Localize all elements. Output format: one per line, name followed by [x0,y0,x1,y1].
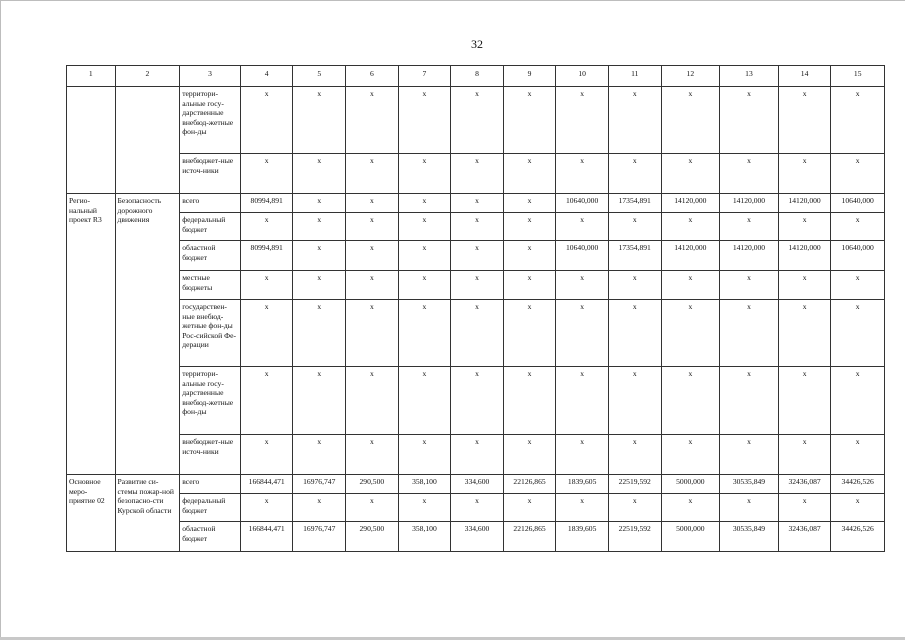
table-row [67,241,885,271]
value-cell: x [398,194,451,213]
value-cell: x [346,154,399,194]
source-cell: внебюджет-ные источ-ники [180,154,241,194]
value-cell: 358,100 [398,475,451,494]
value-cell: x [240,87,293,154]
column-header: 5 [293,66,346,87]
value-cell: 14120,000 [720,194,779,213]
value-cell: x [346,300,399,367]
value-cell: x [778,213,831,241]
value-cell: x [293,154,346,194]
budget-table [66,65,885,552]
name-cell: Безопасность дорожного движения [115,194,180,475]
value-cell: x [451,435,504,475]
value-cell: x [778,300,831,367]
value-cell: x [398,271,451,300]
value-cell: 10640,000 [556,241,609,271]
value-cell: x [346,367,399,435]
value-cell: x [556,154,609,194]
value-cell: x [608,494,661,522]
value-cell: 1839,605 [556,522,609,552]
source-cell: территори-альные госу-дарственные внебюд-жетные фон-ды [180,367,241,435]
value-cell: x [720,367,779,435]
value-cell: x [503,213,556,241]
status-cell [67,87,116,194]
value-cell: x [831,271,885,300]
column-header: 13 [720,66,779,87]
value-cell: x [293,435,346,475]
value-cell: x [293,494,346,522]
value-cell: x [720,271,779,300]
value-cell: 10640,000 [831,194,885,213]
value-cell: x [451,271,504,300]
column-header: 6 [346,66,399,87]
table-row [67,154,885,194]
value-cell: 166844,471 [240,522,293,552]
value-cell: x [346,435,399,475]
value-cell: 290,500 [346,475,399,494]
value-cell: 34426,526 [831,475,885,494]
value-cell: x [778,494,831,522]
table-row [67,494,885,522]
value-cell: x [720,213,779,241]
value-cell: 16976,747 [293,475,346,494]
name-cell: Развитие си-стемы пожар-ной безопасно-сти Курской области [115,475,180,552]
value-cell: 17354,891 [608,241,661,271]
value-cell: x [451,300,504,367]
value-cell: 32436,087 [778,522,831,552]
value-cell: x [293,87,346,154]
value-cell: x [503,87,556,154]
source-cell: всего [180,475,241,494]
status-cell: Регио-нальный проект R3 [67,194,116,475]
value-cell: x [451,194,504,213]
table-row [67,522,885,552]
value-cell: x [451,241,504,271]
value-cell: x [778,87,831,154]
value-cell: x [503,435,556,475]
value-cell: x [451,494,504,522]
value-cell: x [240,154,293,194]
source-cell: всего [180,194,241,213]
value-cell: x [720,87,779,154]
value-cell: x [398,367,451,435]
value-cell: x [503,367,556,435]
value-cell: x [720,494,779,522]
table-row [67,475,885,494]
value-cell: x [503,194,556,213]
value-cell: 334,600 [451,475,504,494]
value-cell: 22519,592 [608,522,661,552]
value-cell: x [608,367,661,435]
value-cell: x [831,367,885,435]
value-cell: x [503,271,556,300]
value-cell: 80994,891 [240,241,293,271]
value-cell: x [661,154,720,194]
value-cell: x [398,241,451,271]
value-cell: 10640,000 [556,194,609,213]
value-cell: x [240,367,293,435]
value-cell: x [831,154,885,194]
value-cell: x [720,435,779,475]
value-cell: 14120,000 [778,241,831,271]
value-cell: x [398,435,451,475]
value-cell: x [831,435,885,475]
value-cell: 32436,087 [778,475,831,494]
table-row [67,367,885,435]
source-cell: областной бюджет [180,522,241,552]
value-cell: x [503,241,556,271]
value-cell: x [661,213,720,241]
value-cell: x [556,367,609,435]
value-cell: x [778,271,831,300]
value-cell: x [661,87,720,154]
value-cell: x [661,367,720,435]
value-cell: x [661,494,720,522]
source-cell: федеральный бюджет [180,213,241,241]
value-cell: x [451,87,504,154]
value-cell: 166844,471 [240,475,293,494]
table-row [67,300,885,367]
value-cell: x [293,241,346,271]
value-cell: 14120,000 [778,194,831,213]
value-cell: x [661,271,720,300]
column-header: 3 [180,66,241,87]
value-cell: x [778,154,831,194]
value-cell: x [661,300,720,367]
value-cell: x [556,300,609,367]
value-cell: x [451,367,504,435]
value-cell: x [778,367,831,435]
source-cell: внебюджет-ные источ-ники [180,435,241,475]
value-cell: x [503,300,556,367]
value-cell: x [608,271,661,300]
value-cell: x [346,194,399,213]
value-cell: x [778,435,831,475]
value-cell: x [556,87,609,154]
source-cell: федеральный бюджет [180,494,241,522]
table-row [67,271,885,300]
value-cell: x [831,300,885,367]
value-cell: x [346,213,399,241]
column-header: 12 [661,66,720,87]
value-cell: 30535,849 [720,522,779,552]
value-cell: 22126,865 [503,475,556,494]
value-cell: x [293,271,346,300]
value-cell: 14120,000 [661,241,720,271]
scan-border-top [0,0,905,1]
value-cell: x [831,213,885,241]
column-header: 15 [831,66,885,87]
column-header: 1 [67,66,116,87]
value-cell: 22126,865 [503,522,556,552]
value-cell: x [608,87,661,154]
value-cell: 5000,000 [661,475,720,494]
value-cell: x [503,154,556,194]
value-cell: x [398,213,451,241]
value-cell: x [398,300,451,367]
name-cell [115,87,180,194]
value-cell: 17354,891 [608,194,661,213]
value-cell: x [720,300,779,367]
value-cell: 14120,000 [720,241,779,271]
value-cell: 5000,000 [661,522,720,552]
value-cell: x [293,194,346,213]
column-header: 2 [115,66,180,87]
value-cell: x [608,300,661,367]
column-header: 4 [240,66,293,87]
value-cell: 16976,747 [293,522,346,552]
value-cell: x [608,213,661,241]
value-cell: x [661,435,720,475]
value-cell: 14120,000 [661,194,720,213]
value-cell: x [346,494,399,522]
value-cell: x [240,435,293,475]
table-row [67,87,885,154]
value-cell: x [293,300,346,367]
value-cell: x [293,367,346,435]
value-cell: x [346,241,399,271]
value-cell: x [831,494,885,522]
value-cell: x [451,154,504,194]
source-cell: областной бюджет [180,241,241,271]
column-header: 7 [398,66,451,87]
table-row [67,194,885,213]
value-cell: x [831,87,885,154]
value-cell: x [240,271,293,300]
value-cell: x [240,300,293,367]
value-cell: x [346,87,399,154]
value-cell: x [398,154,451,194]
value-cell: x [240,494,293,522]
source-cell: территори-альные госу-дарственные внебюд-жетные фон-ды [180,87,241,154]
value-cell: x [503,494,556,522]
value-cell: 1839,605 [556,475,609,494]
column-header: 14 [778,66,831,87]
value-cell: x [720,154,779,194]
value-cell: x [293,213,346,241]
value-cell: x [451,213,504,241]
value-cell: 358,100 [398,522,451,552]
value-cell: x [608,435,661,475]
value-cell: x [556,435,609,475]
table-row [67,213,885,241]
value-cell: x [240,213,293,241]
source-cell: местные бюджеты [180,271,241,300]
status-cell: Основное меро-приятие 02 [67,475,116,552]
value-cell: x [346,271,399,300]
value-cell: x [556,213,609,241]
value-cell: 10640,000 [831,241,885,271]
column-header: 8 [451,66,504,87]
column-header: 9 [503,66,556,87]
value-cell: 80994,891 [240,194,293,213]
value-cell: x [398,87,451,154]
page-number: 32 [471,37,483,51]
value-cell: 22519,592 [608,475,661,494]
value-cell: x [556,494,609,522]
value-cell: x [556,271,609,300]
value-cell: x [398,494,451,522]
column-header: 10 [556,66,609,87]
value-cell: 30535,849 [720,475,779,494]
value-cell: x [608,154,661,194]
value-cell: 290,500 [346,522,399,552]
header-row [67,66,885,87]
value-cell: 34426,526 [831,522,885,552]
table-row [67,435,885,475]
value-cell: 334,600 [451,522,504,552]
scan-border-left [0,0,1,640]
column-header: 11 [608,66,661,87]
source-cell: государствен-ные внебюд-жетные фон-ды Рос-сийской Фе-дерации [180,300,241,367]
